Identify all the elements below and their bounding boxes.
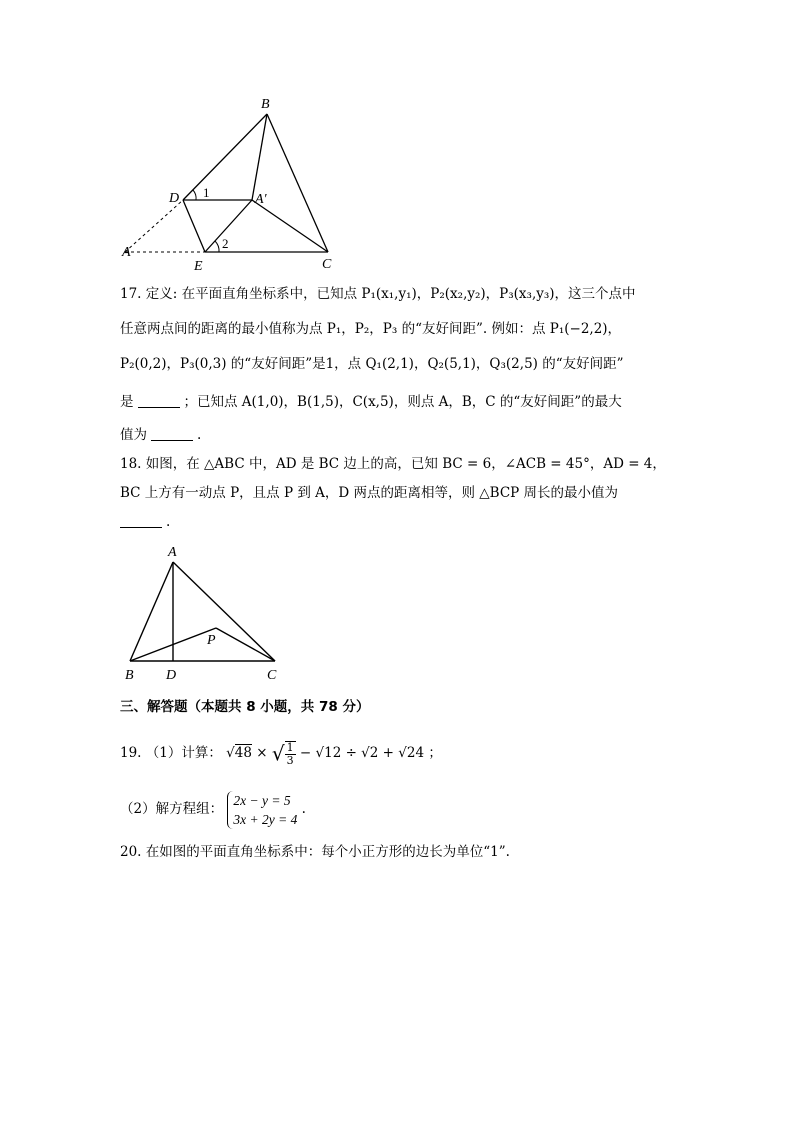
q18-line-3 [120, 512, 170, 532]
label-D: D [169, 191, 180, 206]
q17-line-4-end: ；已知点 A(1,0)，B(1,5)，C(x,5)，则点 A，B，C 的“友好间距”的最大 [183, 394, 622, 410]
segment-AC [173, 562, 275, 661]
angle-2-arc [215, 241, 219, 252]
q19-part-1-prefix: 19. （1）计算： [120, 745, 222, 761]
label-A: A [122, 245, 131, 260]
label-C: C [267, 668, 277, 683]
q18-line-2: BC 上方有一动点 P，且点 P 到 A，D 两点的距离相等，则 △BCP 周长的最小值为 [120, 485, 619, 501]
section-3-title: 三、解答题（本题共 8 小题，共 78 分） [120, 699, 370, 715]
sqrt-48: √48 [226, 745, 252, 761]
q18-line-1: 18. 如图，在 △ABC 中，AD 是 BC 边上的高，已知 BC = 6，∠ACB = 45°，AD = 4， [120, 456, 666, 472]
label-E: E [194, 259, 203, 274]
angle-1-arc [193, 190, 196, 200]
q19-part-2 [120, 788, 306, 830]
q17-line-4 [120, 392, 622, 412]
figure-triangle-abc [118, 540, 293, 685]
segment-EA-prime [205, 200, 252, 252]
label-B: B [125, 668, 134, 683]
q17-line-3: P₂(0,2)，P₃(0,3) 的“友好间距”是1，点 Q₁(2,1)，Q₂(5,1)，Q₃(2,5) 的“友好间距” [120, 356, 624, 372]
answer-blank-18[interactable] [120, 513, 162, 528]
q17-line-1: 17. 定义: 在平面直角坐标系中，已知点 P₁(x₁,y₁)，P₂(x₂,y₂)，P₃(x₃,y₃)，这三个点中 [120, 286, 636, 302]
q17-line-5 [120, 425, 201, 445]
equation-system [227, 791, 297, 829]
equation-1: 2x − y = 5 [233, 792, 291, 808]
times-sign: × [256, 745, 268, 761]
q17-line-4-start: 是 [120, 394, 134, 410]
segment-DE [183, 200, 205, 252]
figure-triangle-fold [110, 90, 350, 275]
q19-part-2-prefix: （2）解方程组： [120, 801, 224, 817]
label-C: C [322, 257, 332, 272]
sqrt-one-third: √ $\frac{1}{3}$ [271, 740, 294, 767]
label-A-prime: A′ [255, 192, 267, 207]
q19-part-1-rest: − √12 ÷ √2 + √24 ； [299, 745, 442, 761]
label-A: A [168, 545, 177, 560]
label-angle-1: 1 [203, 185, 210, 200]
equation-2: 3x + 2y = 4 [233, 811, 298, 827]
label-angle-2: 2 [222, 236, 229, 251]
q17-line-2: 任意两点间的距离的最小值称为点 P₁，P₂，P₃ 的“友好间距”. 例如：点 P₁(−2,2)， [120, 321, 622, 337]
q20-text: 20. 在如图的平面直角坐标系中：每个小正方形的边长为单位“1”. [120, 844, 510, 860]
q17-line-5-end: . [197, 427, 202, 443]
label-B: B [261, 97, 270, 112]
q17-line-5-start: 值为 [120, 427, 147, 443]
label-D: D [166, 668, 177, 683]
segment-AD-dashed [125, 200, 183, 252]
segment-AB [130, 562, 173, 661]
label-P: P [207, 633, 216, 648]
answer-blank-17a[interactable] [138, 393, 180, 408]
q19-part-2-end: . [301, 801, 306, 817]
q18-line-3-end: . [166, 514, 171, 530]
answer-blank-17b[interactable] [151, 426, 193, 441]
q19-part-1 [120, 733, 442, 773]
